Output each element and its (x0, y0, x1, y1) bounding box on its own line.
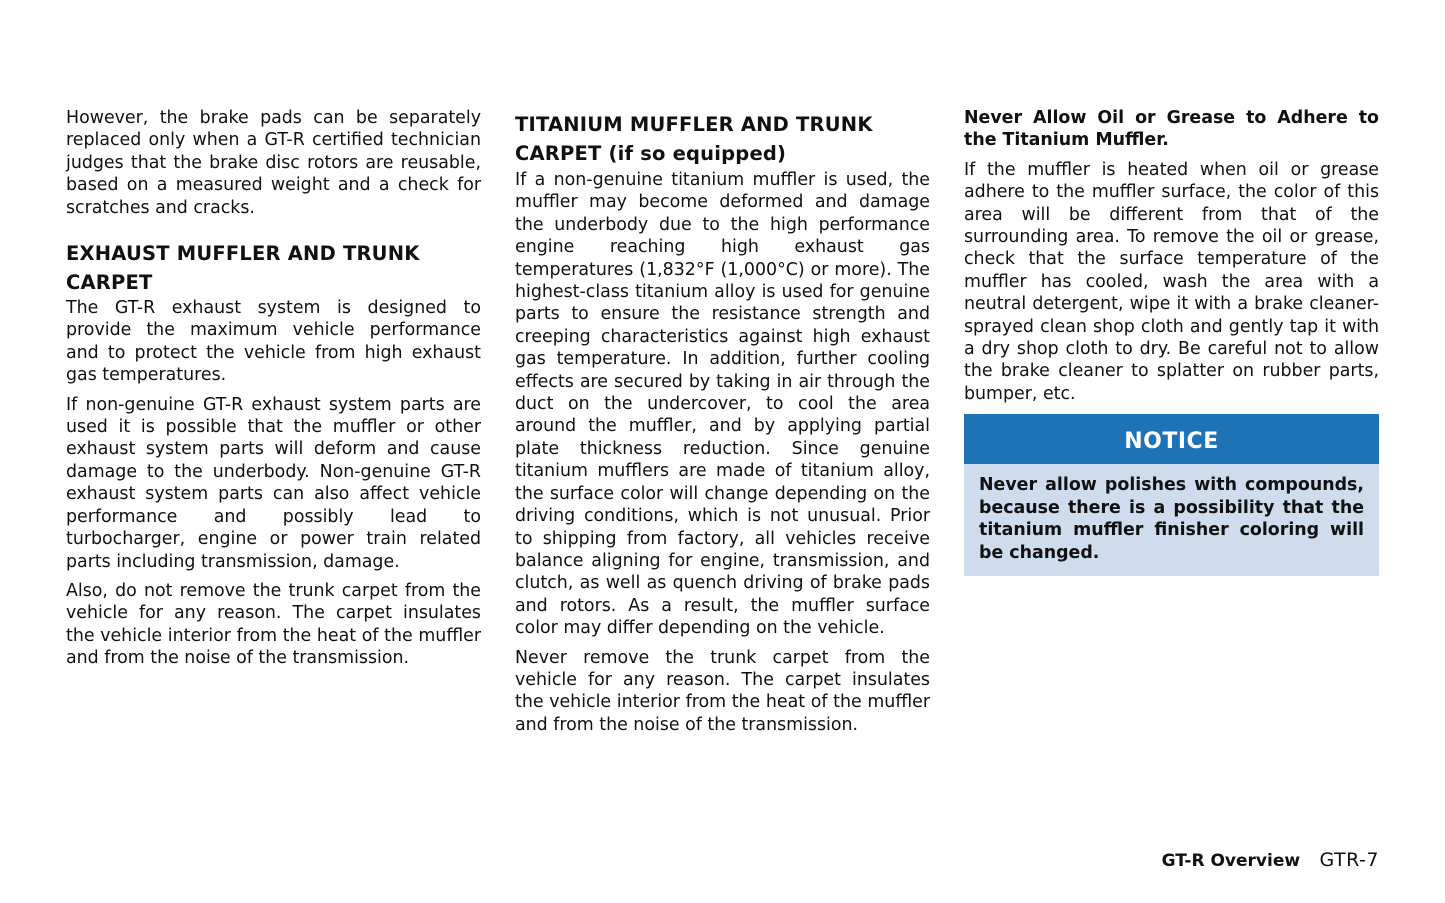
oil-grease-paragraph: If the muffler is heated when oil or grease adhere to the muffler surface, the color of this area will be different from that of the surrounding area. To remove the oil or grease, check that the surface temperature of the muffler has cooled, wash the area with a neutral detergent, wipe it with a brake cleaner-sprayed clean shop cloth and gently tap it with a dry shop cloth to dry. Be careful not to allow the brake cleaner to splatter on rubber parts, bumper, etc. (964, 159, 1379, 404)
right-column (964, 107, 1379, 576)
page-footer (1162, 848, 1379, 873)
exhaust-paragraph-2: If non-genuine GT-R exhaust system parts are used it is possible that the muffler or other exhaust system parts will deform and cause damage to the underbody. Non-genuine GT-R exhaust system parts can also affect vehicle performance and possibly lead to turbocharger, engine or power train related parts including transmission, damage. (66, 394, 481, 572)
left-column (66, 107, 481, 677)
intro-paragraph: However, the brake pads can be separately replaced only when a GT-R certified technician judges that the brake disc rotors are reusable, based on a measured weight and a check for scratches and cracks. (66, 108, 481, 218)
page-number: GTR-7 (1319, 849, 1379, 871)
notice-box (964, 414, 1379, 576)
oil-grease-subheading: Never Allow Oil or Grease to Adhere to the Titanium Muffler. (964, 108, 1379, 151)
notice-text: Never allow polishes with compounds, because there is a possibility that the titanium muffler finisher coloring will be changed. (979, 475, 1364, 563)
middle-column (515, 107, 930, 743)
exhaust-paragraph-1: The GT-R exhaust system is designed to provide the maximum vehicle performance and to protect the vehicle from high exhaust gas temperatures. (66, 298, 481, 386)
notice-title: NOTICE (964, 414, 1379, 464)
exhaust-paragraph-3: Also, do not remove the trunk carpet from the vehicle for any reason. The carpet insulates the vehicle interior from the heat of the muffler and from the noise of the transmission. (66, 580, 481, 669)
titanium-muffler-heading: TITANIUM MUFFLER AND TRUNK CARPET (if so equipped) (515, 113, 873, 165)
titanium-paragraph-1: If a non-genuine titanium muffler is used, the muffler may become deformed and damage the underbody due to the high performance engine reaching high exhaust gas temperatures (1,832°F (1,000°C) or more). The highest-class titanium alloy is used for genuine parts to ensure the resistance strength and creeping characteristics against high exhaust gas temperature. In addition, further cooling effects are secured by taking in air through the duct on the undercover, to cool the area around the muffler, and by applying partial plate thickness reduction. Since genuine titanium mufflers are made of titanium alloy, the surface color will change depending on the driving conditions, which is not unusual. Prior to shipping from factory, all vehicles receive balance aligning for engine, transmission, and clutch, as well as quench driving of brake pads and rotors. As a result, the muffler surface color may differ depending on the vehicle. (515, 170, 930, 639)
titanium-paragraph-2: Never remove the trunk carpet from the vehicle for any reason. The carpet insulates the vehicle interior from the heat of the muffler and from the noise of the transmission. (515, 647, 930, 735)
footer-section-title: GT-R Overview (1161, 851, 1301, 871)
exhaust-muffler-heading: EXHAUST MUFFLER AND TRUNK CARPET (66, 242, 420, 295)
